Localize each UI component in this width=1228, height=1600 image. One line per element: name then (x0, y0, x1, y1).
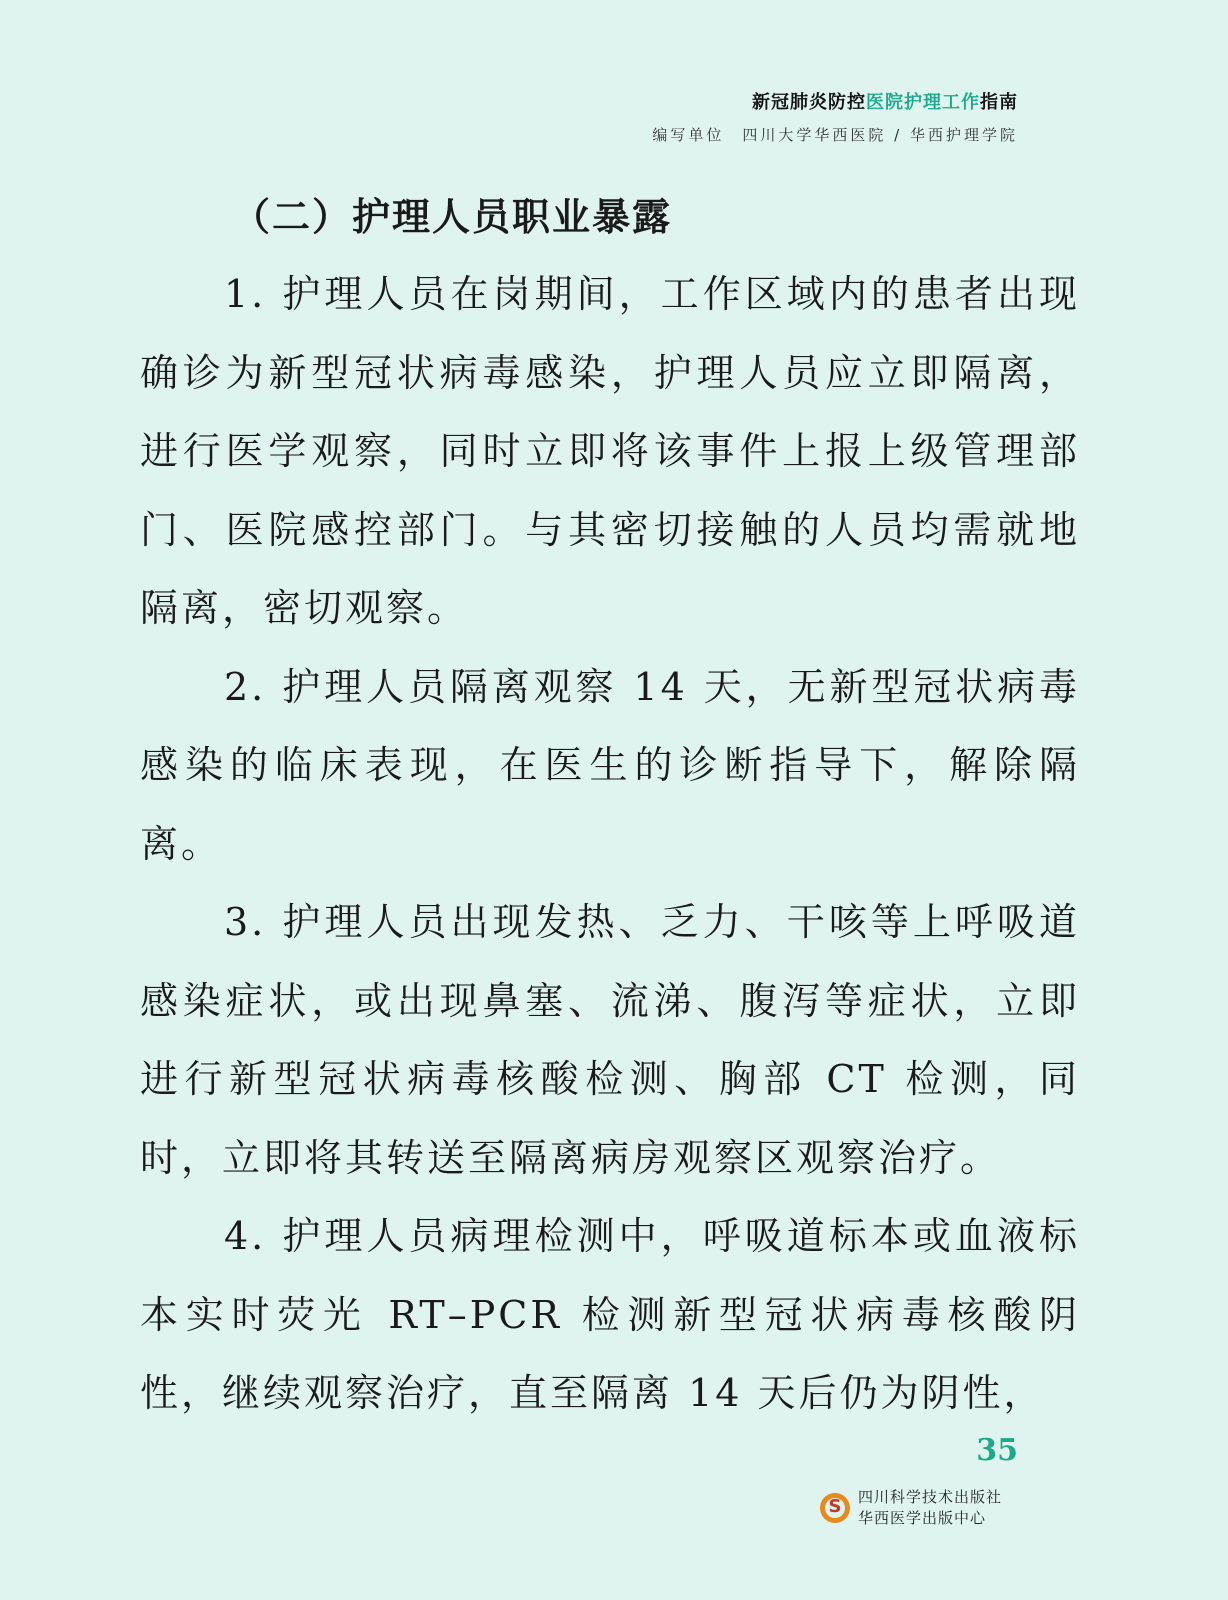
book-title-accent: 医院护理工作 (866, 92, 980, 113)
publisher-line-1: 四川科学技术出版社 (858, 1488, 1003, 1506)
section-heading: （二）护理人员职业暴露 (232, 195, 673, 239)
publisher-line-2: 华西医学出版中心 (858, 1509, 987, 1527)
book-title-part2: 指南 (980, 92, 1018, 113)
body-text (140, 255, 1080, 1433)
running-header (652, 88, 1018, 145)
publisher-name (858, 1487, 1002, 1529)
paragraph-3: 3. 护理人员出现发热、乏力、干咳等上呼吸道感染症状，或出现鼻塞、流涕、腹泻等症状，立即进行新型冠状病毒核酸检测、胸部 CT 检测，同时，立即将其转送至隔离病房观察区观察治疗。 (140, 900, 1080, 1180)
publisher-logo-icon (820, 1493, 850, 1523)
paragraph-4: 4. 护理人员病理检测中，呼吸道标本或血液标本实时荧光 RT–PCR 检测新型冠状病毒核酸阴性，继续观察治疗，直至隔离 14 天后仍为阴性， (140, 1214, 1080, 1415)
compiler-label: 编写单位 (652, 126, 725, 144)
paragraph-1: 1. 护理人员在岗期间，工作区域内的患者出现确诊为新型冠状病毒感染，护理人员应立即隔离，进行医学观察，同时立即将该事件上报上级管理部门、医院感控部门。与其密切接触的人员均需就地隔离，密切观察。 (140, 272, 1080, 630)
paragraph-2: 2. 护理人员隔离观察 14 天，无新型冠状病毒感染的临床表现，在医生的诊断指导下，解除隔离。 (140, 664, 1080, 866)
compiler-line (652, 124, 1018, 145)
publisher (820, 1487, 1002, 1529)
book-title (652, 88, 1018, 114)
book-title-part1: 新冠肺炎防控 (752, 92, 866, 113)
page-number: 35 (976, 1433, 1018, 1468)
compiler-value: 四川大学华西医院 / 华西护理学院 (742, 126, 1018, 144)
